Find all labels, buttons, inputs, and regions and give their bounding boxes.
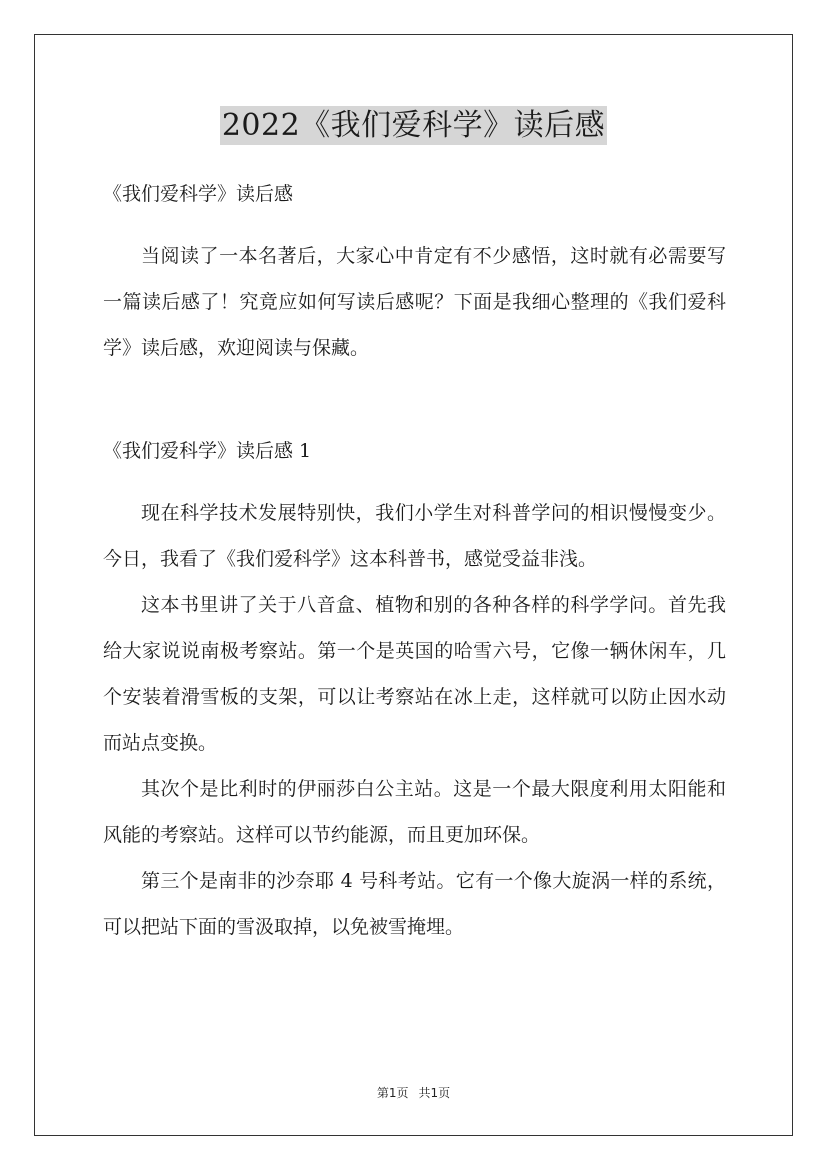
body-paragraph: 这本书里讲了关于八音盒、植物和别的各种各样的科学学问。首先我给大家说说南极考察站。第一个是英国的哈雪六号，它像一辆休闲车，几个安装着滑雪板的支架，可以让考察站在冰上走，这样就可以防止因水动而站点变换。 [103,594,726,754]
document-body [103,178,726,950]
body-paragraph: 其次个是比利时的伊丽莎白公主站。这是一个最大限度利用太阳能和风能的考察站。这样可以节约能源，而且更加环保。 [103,778,726,846]
page-footer [0,1084,827,1101]
intro-paragraph: 当阅读了一本名著后，大家心中肯定有不少感悟，这时就有必需要写一篇读后感了！究竟应如何写读后感呢？下面是我细心整理的《我们爱科学》读后感，欢迎阅读与保藏。 [103,245,726,359]
subheading: 《我们爱科学》读后感 [103,183,294,205]
body-paragraph: 现在科学技术发展特别快，我们小学生对科普学问的相识慢慢变少。今日，我看了《我们爱科学》这本科普书，感觉受益非浅。 [103,502,726,570]
body-paragraph: 第三个是南非的沙奈耶 4 号科考站。它有一个像大旋涡一样的系统，可以把站下面的雪汲取掉，以免被雪掩埋。 [103,870,726,938]
page-total: 共1页 [418,1086,451,1100]
document-title [0,100,827,144]
title-text: 2022《我们爱科学》读后感 [221,108,606,143]
page-number: 第1页 [376,1086,409,1100]
section-heading: 《我们爱科学》读后感 1 [103,440,312,462]
